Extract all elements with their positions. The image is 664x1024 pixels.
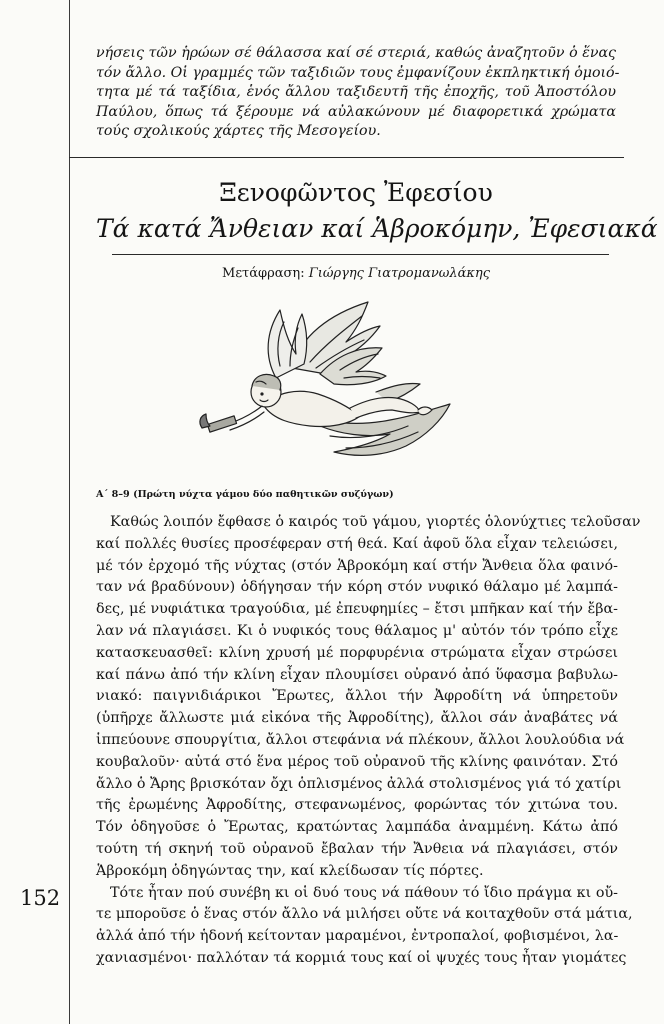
body-line: ἄλλο ὁ Ἄρης βρισκόταν ὄχι ὁπλισμένος ἀλλά στολισμένος γιά τό χατίρι bbox=[96, 775, 622, 792]
translator-label: Μετάφραση: bbox=[222, 266, 305, 281]
body-line: νιακό: παιγνιδιάρικοι Ἔρωτες, ἄλλοι τήν Ἀφροδίτη νά ὑπηρετοῦν bbox=[96, 688, 618, 705]
body-line: Τόν ὁδηγοῦσε ὁ Ἔρωτας, κρατώντας λαμπάδα ἀναμμένη. Κάτω ἀπό bbox=[96, 819, 618, 836]
body-line: Καθώς λοιπόν ἔφθασε ὁ καιρός τοῦ γάμου, γιορτές ὁλονύχτιες τελοῦσαν bbox=[110, 514, 641, 530]
title-rule bbox=[112, 254, 609, 255]
intro-line: τητα μέ τά ταξίδια, ἑνός ἄλλου ταξιδευτῆ τῆς ἐποχῆς, τοῦ Ἀποστόλου bbox=[96, 84, 616, 100]
intro-paragraph bbox=[96, 44, 620, 142]
body-line: τῆς ἐρωμένης Ἀφροδίτης, στεφανωμένος, φορώντας τόν χιτώνα του. bbox=[96, 797, 618, 814]
body-line: τούτη τή σκηνή τοῦ οὐρανοῦ ἔβαλαν τήν Ἄνθεια νά πλαγιάσει, στόν bbox=[96, 840, 618, 857]
translator-credit bbox=[96, 265, 616, 283]
body-line: ἱππεύουνε σπουργίτια, ἄλλοι στεφάνια νά πλέκουν, ἄλλοι λουλούδια νά bbox=[96, 731, 625, 748]
body-line: (ὑπῆρχε ἄλλωστε μιά εἰκόνα τῆς Ἀφροδίτης), ἄλλοι σάν ἀναβάτες νά bbox=[96, 710, 618, 727]
winged-cupid-with-torch-icon bbox=[180, 296, 480, 496]
page-number: 152 bbox=[20, 886, 61, 910]
section-title-author: Ξενοφῶντος Ἐφεσίου bbox=[219, 178, 493, 207]
body-line: Τότε ἦταν πού συνέβη κι οἱ δυό τους νά πάθουν τό ἴδιο πράγμα κι οὔ- bbox=[110, 884, 618, 901]
margin-rule bbox=[69, 0, 70, 1024]
body-line: ἀλλά ἀπό τήν ἡδονή κείτονταν μαραμένοι, ἐντροπαλοί, φοβισμένοι, λα- bbox=[96, 928, 619, 945]
intro-line: νήσεις τῶν ἡρώων σέ θάλασσα καί σέ στεριά, καθώς ἀναζητοῦν ὁ ἕνας bbox=[96, 45, 616, 61]
section-title-work: Τά κατά Ἄνθειαν καί Ἁβροκόμην, Ἐφεσιακά bbox=[96, 214, 658, 243]
body-line: καί πολλές θυσίες προσέφεραν στή θεά. Καί ἀφοῦ ὅλα εἶχαν τελειώσει, bbox=[96, 535, 618, 552]
body-line: καί πάνω ἀπό τήν κλίνη εἶχαν πλουμίσει οὐρανό ἀπό ὕφασμα βαβυλω- bbox=[96, 666, 618, 683]
body-line: Ἁβροκόμη ὁδηγώντας την, καί κλείδωσαν τίς πόρτες. bbox=[96, 862, 484, 879]
section-top-rule bbox=[69, 157, 624, 158]
body-line: ταν νά βραδύνουν) ὁδήγησαν τήν κόρη στόν νυφικό θάλαμο μέ λαμπά- bbox=[96, 579, 618, 596]
body-line: κατασκευασθεῖ: κλίνη χρυσή μέ πορφυρένια στρώματα εἶχαν στρώσει bbox=[96, 644, 618, 661]
intro-line: Παύλου, ὅπως τά ξέρουμε νά αὐλακώνουν μέ διαφορετικά χρώματα bbox=[96, 103, 616, 120]
body-line: κουβαλοῦν· αὐτά στό ἕνα μέρος τοῦ οὐρανοῦ τῆς κλίνης φαινόταν. Στό bbox=[96, 753, 618, 770]
body-line: τε μποροῦσε ὁ ἕνας στόν ἄλλο νά μιλήσει οὔτε νά κοιταχθοῦν στά μάτια, bbox=[96, 906, 633, 923]
intro-line: τούς σχολικούς χάρτες τῆς Μεσογείου. bbox=[96, 123, 381, 139]
illustration-caption: Α΄ 8–9 (Πρώτη νύχτα γάμου δύο παθητικῶν συζύγων) bbox=[96, 489, 394, 500]
body-line: δες, μέ νυφιάτικα τραγούδια, μέ ἐπευφημίες – ἔτσι μπῆκαν καί τήν ἔβα- bbox=[96, 601, 618, 618]
intro-line: τόν ἄλλο. Οἱ γραμμές τῶν ταξιδιῶν τους ἐμφανίζουν ἐκπληκτική ὁμοιό- bbox=[96, 64, 620, 81]
translator-name: Γιώργης Γιατρομανωλάκης bbox=[308, 266, 490, 281]
body-line: μέ τόν ἐρχομό τῆς νύχτας (στόν Ἁβροκόμη καί στήν Ἄνθεια ὅλα φαινό- bbox=[96, 557, 618, 574]
body-paragraphs bbox=[96, 512, 641, 970]
body-line: λαν νά πλαγιάσει. Κι ὁ νυφικός τους θάλαμος μ' αὐτόν τόν τρόπο εἶχε bbox=[96, 622, 618, 639]
body-line: χανιασμένοι· παλλόταν τά κορμιά τους καί οἱ ψυχές τους ἦταν γιομάτες bbox=[96, 949, 627, 966]
